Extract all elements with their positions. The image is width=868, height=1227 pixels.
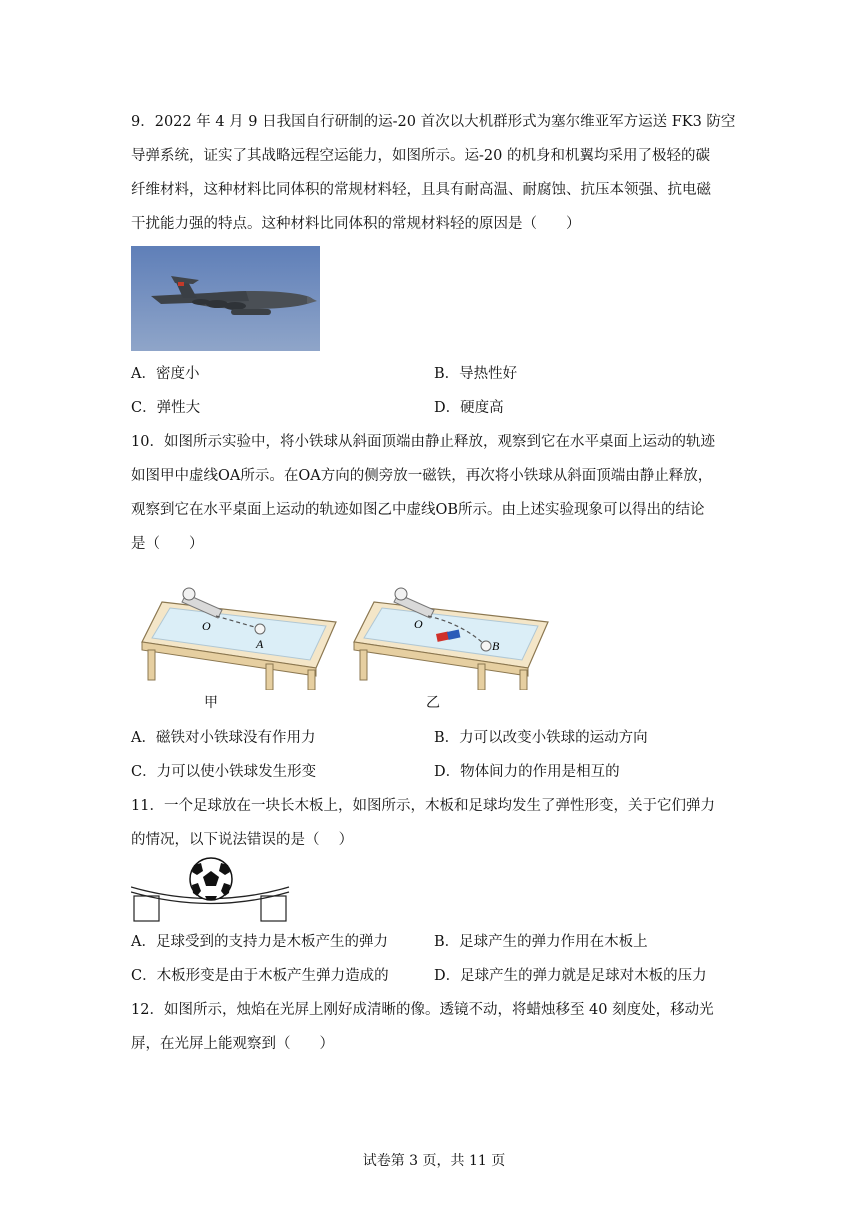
- q11-option-d[interactable]: D．足球产生的弹力就是足球对木板的压力: [434, 968, 707, 984]
- q10-option-b[interactable]: B．力可以改变小铁球的运动方向: [434, 730, 648, 746]
- q12-line-1: 12．如图所示，烛焰在光屏上刚好成清晰的像。透镜不动，将蜡烛移至 40 刻度处，移动光: [131, 1002, 714, 1018]
- q9-option-a[interactable]: A．密度小: [131, 366, 200, 382]
- q11-option-a[interactable]: A．足球受到的支持力是木板产生的弹力: [131, 934, 388, 950]
- q9-option-b[interactable]: B．导热性好: [434, 366, 518, 382]
- q10-option-c[interactable]: C．力可以使小铁球发生形变: [131, 764, 317, 780]
- figure-jia-table: [140, 580, 350, 690]
- q9-line-4: 干扰能力强的特点。这种材料比同体积的常规材料轻的原因是（ ）: [131, 216, 581, 232]
- q9-option-d[interactable]: D．硬度高: [434, 400, 504, 416]
- q10-line-2: 如图甲中虚线OA所示。在OA方向的侧旁放一磁铁，再次将小铁球从斜面顶端由静止释放，: [131, 468, 713, 484]
- q9-option-c[interactable]: C．弹性大: [131, 400, 201, 416]
- point-b-label: B: [492, 639, 500, 653]
- q10-line-1: 10．如图所示实验中，将小铁球从斜面顶端由静止释放，观察到它在水平桌面上运动的轨迹: [131, 434, 715, 450]
- q11-option-c[interactable]: C．木板形变是由于木板产生弹力造成的: [131, 968, 389, 984]
- q10-line-3: 观察到它在水平桌面上运动的轨迹如图乙中虚线OB所示。由上述实验现象可以得出的结论: [131, 502, 705, 518]
- q10-option-d[interactable]: D．物体间力的作用是相互的: [434, 764, 620, 780]
- point-o-label-yi: O: [414, 617, 423, 631]
- q10-line-4: 是（ ）: [131, 536, 204, 552]
- q9-line-1: 9．2022 年 4 月 9 日我国自行研制的运-20 首次以大机群形式为塞尔维亚军方运送 FK3 防空: [131, 114, 736, 130]
- y20-aircraft-photo: [131, 246, 320, 351]
- point-o-label-jia: O: [202, 619, 211, 633]
- football-on-board-figure: [131, 855, 291, 923]
- q12-line-2: 屏，在光屏上能观察到（ ）: [131, 1036, 334, 1052]
- page-footer: 试卷第 3 页，共 11 页: [362, 1153, 506, 1169]
- q10-option-a[interactable]: A．磁铁对小铁球没有作用力: [131, 730, 316, 746]
- q9-line-2: 导弹系统，证实了其战略远程空运能力，如图所示。运-20 的机身和机翼均采用了极轻的碳: [131, 148, 710, 164]
- caption-jia: 甲: [204, 695, 218, 711]
- figure-yi-table: [352, 580, 562, 690]
- football-icon: [190, 858, 232, 900]
- caption-yi: 乙: [426, 695, 440, 711]
- point-a-label: A: [256, 637, 264, 651]
- q11-line-1: 11．一个足球放在一块长木板上，如图所示，木板和足球均发生了弹性形变，关于它们弹力: [131, 798, 715, 814]
- q9-line-3: 纤维材料，这种材料比同体积的常规材料轻，且具有耐高温、耐腐蚀、抗压本领强、抗电磁: [131, 182, 711, 198]
- q11-option-b[interactable]: B．足球产生的弹力作用在木板上: [434, 934, 648, 950]
- q11-line-2: 的情况，以下说法错误的是（ ）: [131, 832, 354, 848]
